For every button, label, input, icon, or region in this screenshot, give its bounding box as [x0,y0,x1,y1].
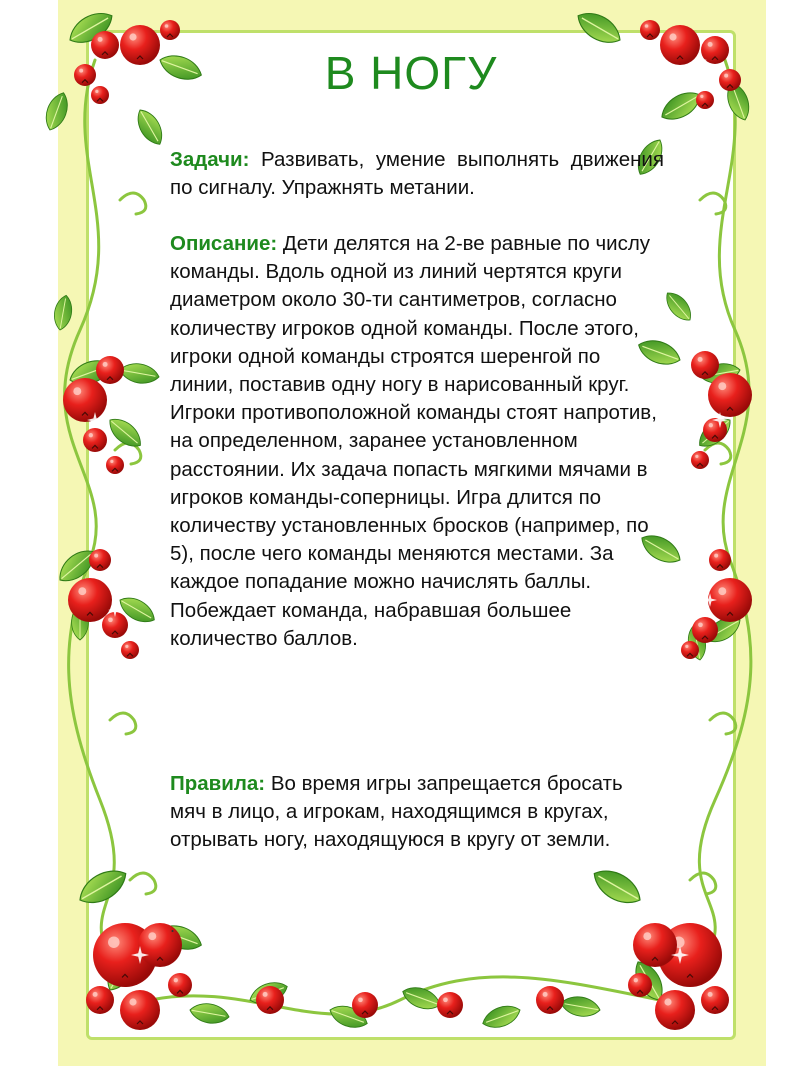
berry-icon [701,986,729,1014]
berry-icon [256,986,284,1014]
leaf-icon [52,294,75,332]
vine-curl-decoration [130,873,156,894]
berry-icon [168,973,192,997]
berry-icon [83,428,107,452]
berry-icon [89,549,111,571]
leaf-icon [41,90,72,134]
berry-icon [352,992,378,1018]
tasks-text: Развивать, умение выполнять движения по сигналу. Упражнять метании. [170,148,664,200]
leaf-icon [661,288,696,326]
leaf-icon [188,1001,230,1026]
berry-icon [655,990,695,1030]
description-text: Дети делятся на 2-ве равные по числу команды. Вдоль одной из линий чертятся круги диаметром около 30-ти сантиметров, согласно количеству игроков одной команды. После этого, игроки одной команды строятся шеренгой по линии, поставив одну ногу в нарисованный круг. Игроки противоположной команды стоят напротив, на определенном, заранее установленном расстоянии. Их задача попасть мягкими мячами в игроков команды-соперницы. Игра длится по количеству установленных бросков (например, по 5), после чего команды меняются местами. За каждое попадание можно начислять баллы. Побеждает команда, набравшая большее количество баллов. [170,232,657,650]
description-label: Описание: [170,232,278,255]
berry-icon [106,456,124,474]
page-title: В НОГУ [324,47,498,99]
vine-curl-decoration [710,713,736,734]
berry-icon [86,986,114,1014]
berry-icon [628,973,652,997]
leaf-icon [572,6,625,50]
berry-icon [96,356,124,384]
berry-icon [681,641,699,659]
berry-icon [703,418,727,442]
leaf-icon [480,1001,524,1032]
rules-label: Правила: [170,772,266,795]
berry-icon [692,617,718,643]
leaf-icon [132,105,168,149]
berry-icon [437,992,463,1018]
leaf-icon [104,413,146,453]
leaf-icon [559,994,601,1019]
leaf-icon [588,863,646,911]
berry-icon [691,451,709,469]
vine-curl-decoration [120,193,146,214]
trailing-mark: . [170,916,176,936]
berry-icon [536,986,564,1014]
leaf-icon [118,361,160,386]
berry-icon [120,990,160,1030]
vine-curl-decoration [700,193,726,214]
berry-icon [708,373,752,417]
berry-icon [138,923,182,967]
berry-icon [640,20,660,40]
berry-icon [68,578,112,622]
rules-paragraph [170,770,664,855]
tasks-paragraph [170,146,664,202]
description-paragraph [170,230,664,653]
berry-icon [160,20,180,40]
leaf-icon [74,863,132,911]
berry-icon [633,923,677,967]
vine-curl-decoration [110,713,136,734]
tasks-label: Задачи: [170,148,250,171]
rules-text: Во время игры запрещается бросать мяч в лицо, а игрокам, находящимся в кругах, отрывать ногу, находящуюся в кругу от земли. [170,772,623,852]
berry-icon [709,549,731,571]
berry-icon [691,351,719,379]
berry-icon [63,378,107,422]
vine-decoration [65,60,115,960]
berry-icon [121,641,139,659]
